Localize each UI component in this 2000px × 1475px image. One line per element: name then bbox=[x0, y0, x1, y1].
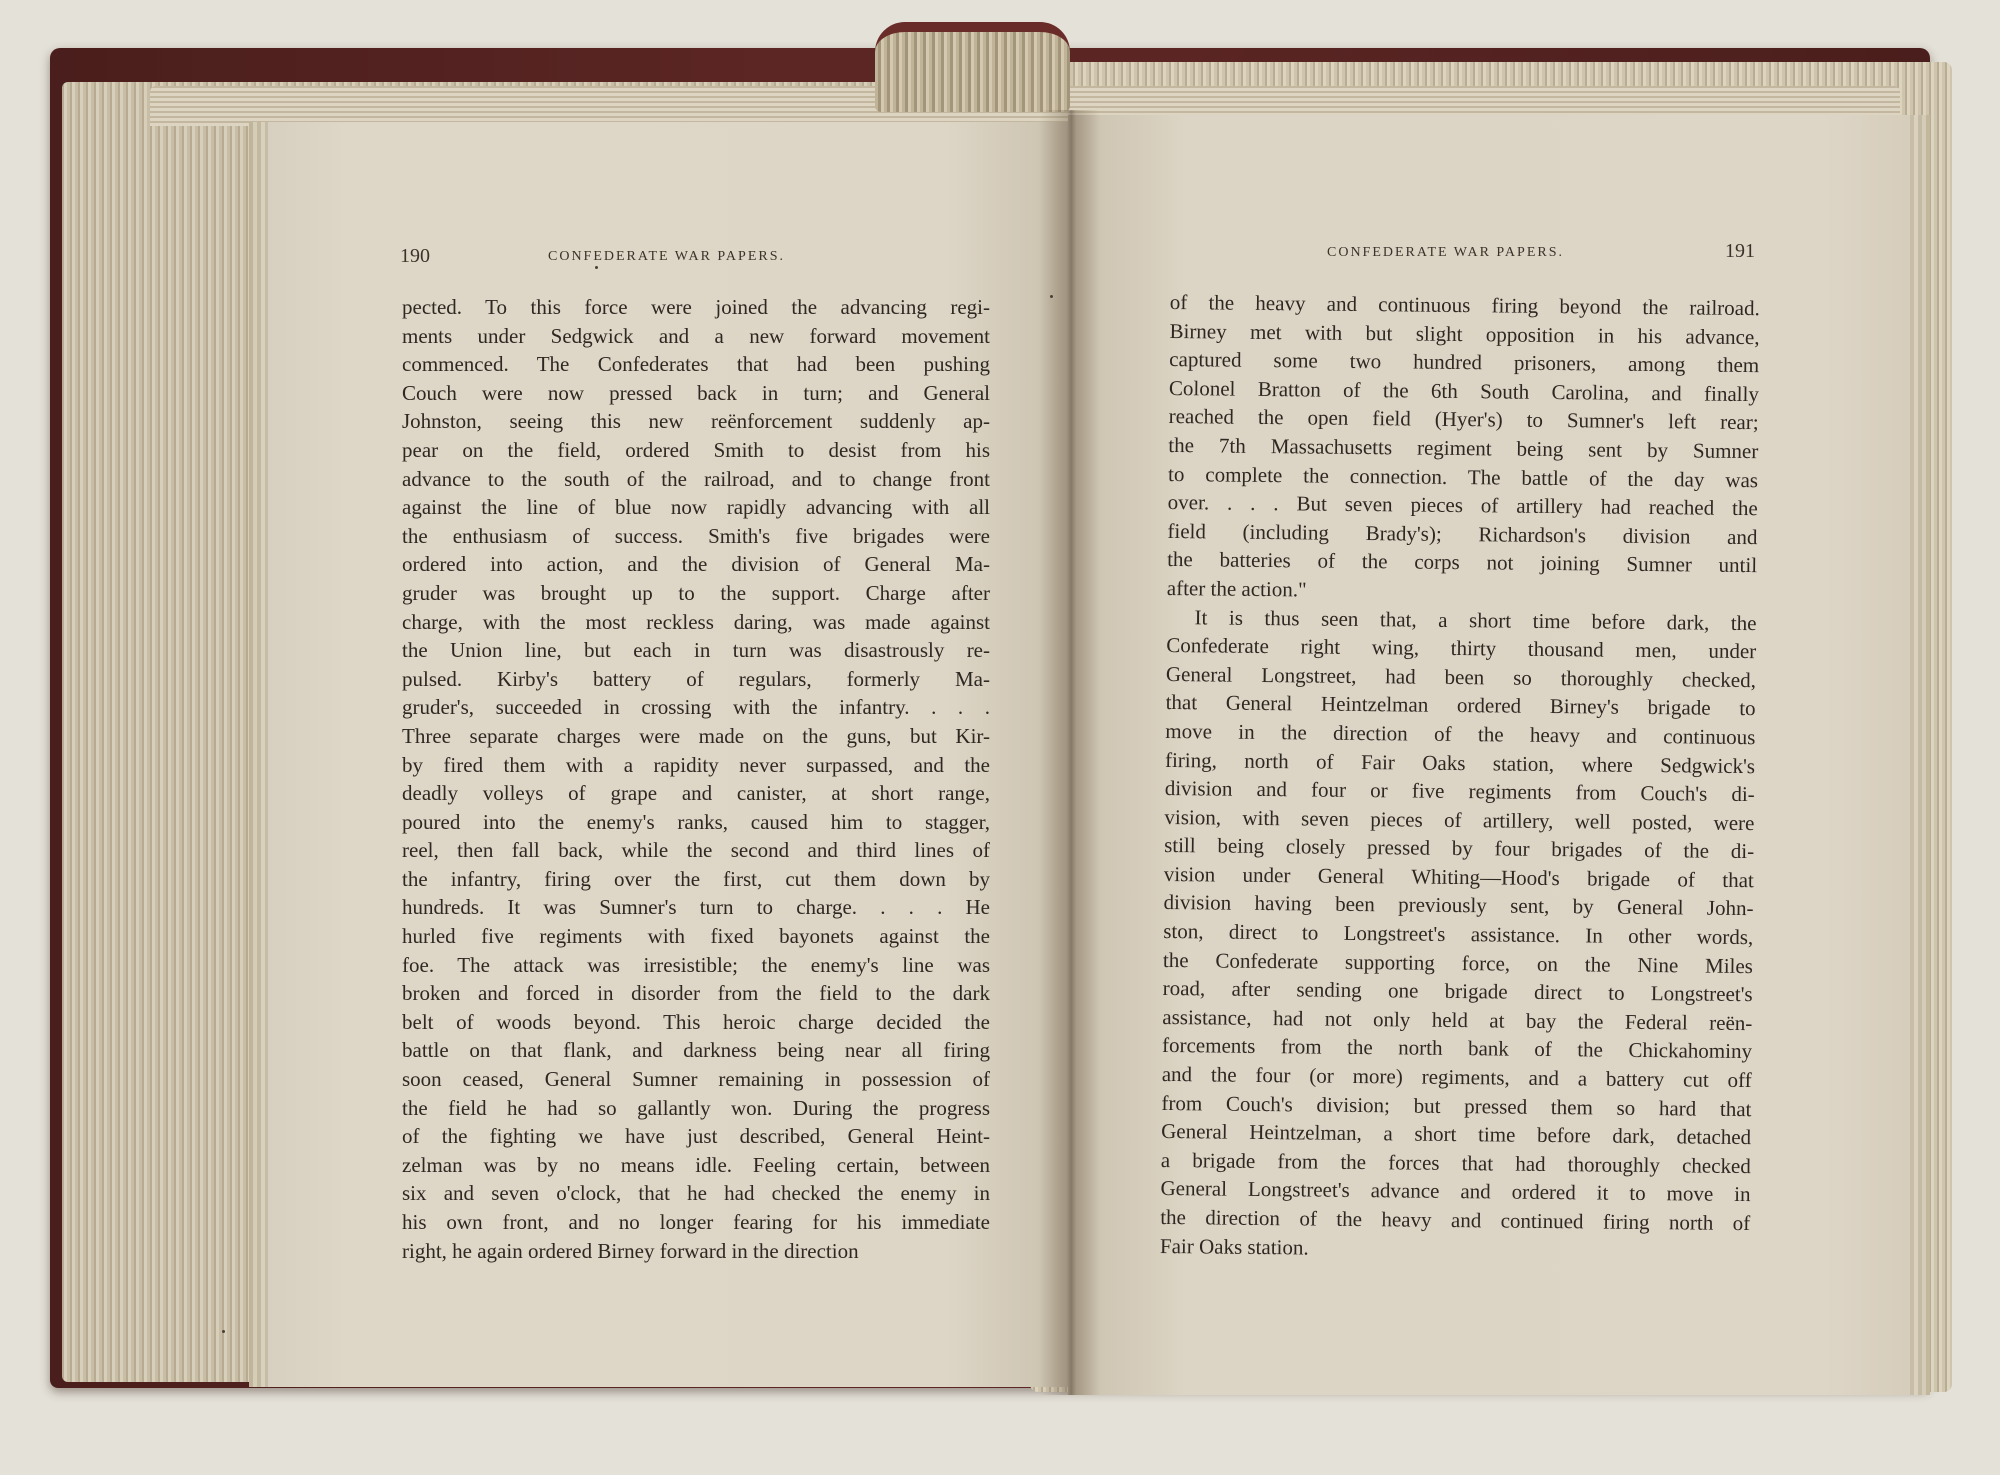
text-line: hundreds. It was Sumner's turn to charge. . . . He bbox=[402, 895, 990, 920]
text-line: foe. The attack was irresistible; the enemy's line was bbox=[402, 952, 990, 977]
text-line: move in the direction of the heavy and continuous bbox=[1165, 718, 1756, 750]
text-line: pear on the field, ordered Smith to desist from his bbox=[402, 437, 990, 462]
text-line: ordered into action, and the division of General Ma- bbox=[402, 552, 990, 577]
paper-speck bbox=[595, 266, 598, 269]
text-line: a brigade from the forces that had thoroughly checked bbox=[1160, 1147, 1751, 1178]
text-line: six and seven o'clock, that he had checked the enemy in bbox=[402, 1181, 990, 1206]
text-line: Couch were now pressed back in turn; and General bbox=[402, 380, 990, 405]
text-line: deadly volleys of grape and canister, at short range, bbox=[402, 781, 990, 806]
text-line: Confederate right wing, thirty thousand men, under bbox=[1166, 633, 1757, 664]
text-line: firing, north of Fair Oaks station, where Sedgwick's bbox=[1164, 747, 1756, 778]
text-line: Three separate charges were made on the guns, but Kir- bbox=[402, 723, 990, 748]
text-line: by fired them with a rapidity never surpassed, and the bbox=[402, 752, 990, 777]
text-line: the enthusiasm of success. Smith's five brigades were bbox=[402, 523, 990, 548]
right-running-head: CONFEDERATE WAR PAPERS. bbox=[1327, 245, 1564, 260]
text-line: gruder was brought up to the support. Charge after bbox=[402, 580, 990, 605]
text-line: battle on that flank, and darkness being near all firing bbox=[402, 1038, 990, 1063]
text-line: belt of woods beyond. This heroic charge decided the bbox=[402, 1009, 990, 1034]
text-line: pected. To this force were joined the advancing regi- bbox=[402, 295, 990, 319]
text-line: field (including Brady's); Richardson's division and bbox=[1167, 518, 1758, 549]
text-line: captured some two hundred prisoners, among them bbox=[1169, 347, 1760, 378]
text-line: forcements from the north bank of the Chickahominy bbox=[1161, 1033, 1753, 1064]
text-line: his own front, and no longer fearing for his immediate bbox=[402, 1210, 990, 1234]
text-line: General Longstreet's advance and ordered it to move in bbox=[1160, 1176, 1751, 1207]
text-line: the batteries of the corps not joining Sumner until bbox=[1167, 547, 1758, 578]
text-line: still being closely pressed by four brigades of the di- bbox=[1164, 833, 1755, 864]
paper-speck bbox=[1050, 295, 1053, 298]
text-line: road, after sending one brigade direct to Longstreet's bbox=[1162, 976, 1753, 1007]
text-line: that General Heintzelman ordered Birney's brigade to bbox=[1165, 690, 1756, 721]
text-line: zelman was by no means idle. Feeling certain, between bbox=[402, 1152, 990, 1177]
text-line: broken and forced in disorder from the field to the dark bbox=[402, 981, 990, 1006]
text-line: from Couch's division; but pressed them so hard that bbox=[1161, 1090, 1752, 1121]
text-line: over. . . . But seven pieces of artillery had reached the bbox=[1167, 490, 1758, 521]
right-page-body bbox=[1160, 288, 1760, 1266]
text-line: division and four or five regiments from Couch's di- bbox=[1164, 776, 1755, 807]
text-line: Johnston, seeing this new reënforcement suddenly ap- bbox=[402, 409, 990, 434]
text-line: ments under Sedgwick and a new forward movement bbox=[402, 323, 990, 348]
text-line: right, he again ordered Birney forward in the direction bbox=[402, 1238, 859, 1263]
text-line: assistance, had not only held at bay the Federal reën- bbox=[1162, 1004, 1753, 1035]
text-line: poured into the enemy's ranks, caused him to stagger, bbox=[402, 809, 990, 834]
text-line: ston, direct to Longstreet's assistance. In other words, bbox=[1163, 919, 1754, 950]
text-line: commenced. The Confederates that had been pushing bbox=[402, 352, 990, 377]
text-line: General Heintzelman, a short time before dark, detached bbox=[1161, 1119, 1752, 1150]
text-line: the Union line, but each in turn was disastrously re- bbox=[402, 638, 990, 663]
text-line: the field he had so gallantly won. During the progress bbox=[402, 1095, 990, 1120]
text-line: Birney met with but slight opposition in his advance, bbox=[1169, 318, 1760, 349]
spine-headband bbox=[875, 22, 1070, 112]
text-line: General Longstreet, had been so thoroughly checked, bbox=[1165, 661, 1757, 692]
text-line: vision, with seven pieces of artillery, well posted, were bbox=[1164, 804, 1755, 835]
left-page-number: 190 bbox=[400, 245, 430, 267]
text-line: It is thus seen that, a short time before dark, the bbox=[1194, 604, 1757, 635]
text-line: hurled five regiments with fixed bayonets against the bbox=[402, 924, 990, 949]
text-line: to complete the connection. The battle of the day was bbox=[1167, 461, 1759, 492]
text-line: charge, with the most reckless daring, was made against bbox=[402, 609, 990, 634]
text-line: the 7th Massachusetts regiment being sent by Sumner bbox=[1168, 432, 1759, 464]
text-line: division having been previously sent, by General John- bbox=[1163, 890, 1754, 921]
text-line: after the action." bbox=[1166, 575, 1307, 602]
text-line: the direction of the heavy and continued firing north of bbox=[1160, 1204, 1751, 1236]
text-line: against the line of blue now rapidly advancing with all bbox=[402, 495, 990, 520]
paper-speck bbox=[222, 1330, 225, 1333]
text-line: Fair Oaks station. bbox=[1159, 1233, 1309, 1260]
text-line: of the heavy and continuous firing beyond the railroad. bbox=[1169, 289, 1760, 321]
text-line: reel, then fall back, while the second and third lines of bbox=[402, 838, 990, 863]
text-line: the infantry, firing over the first, cut them down by bbox=[402, 866, 990, 891]
text-line: pulsed. Kirby's battery of regulars, formerly Ma- bbox=[402, 666, 990, 691]
left-running-head: CONFEDERATE WAR PAPERS. bbox=[548, 249, 785, 264]
right-page-number: 191 bbox=[1725, 240, 1755, 262]
text-line: advance to the south of the railroad, and to change front bbox=[402, 466, 990, 491]
text-line: Colonel Bratton of the 6th South Carolina, and finally bbox=[1168, 375, 1760, 406]
text-line: reached the open field (Hyer's) to Sumner's left rear; bbox=[1168, 404, 1759, 435]
left-page-body bbox=[402, 293, 990, 1265]
text-line: the Confederate supporting force, on the Nine Miles bbox=[1162, 947, 1754, 978]
text-line: gruder's, succeeded in crossing with the infantry. . . . bbox=[402, 695, 990, 720]
text-line: vision under General Whiting—Hood's brigade of that bbox=[1163, 861, 1754, 893]
text-line: of the fighting we have just described, General Heint- bbox=[402, 1124, 990, 1149]
text-line: soon ceased, General Sumner remaining in possession of bbox=[402, 1067, 990, 1092]
text-line: and the four (or more) regiments, and a battery cut off bbox=[1161, 1061, 1752, 1093]
